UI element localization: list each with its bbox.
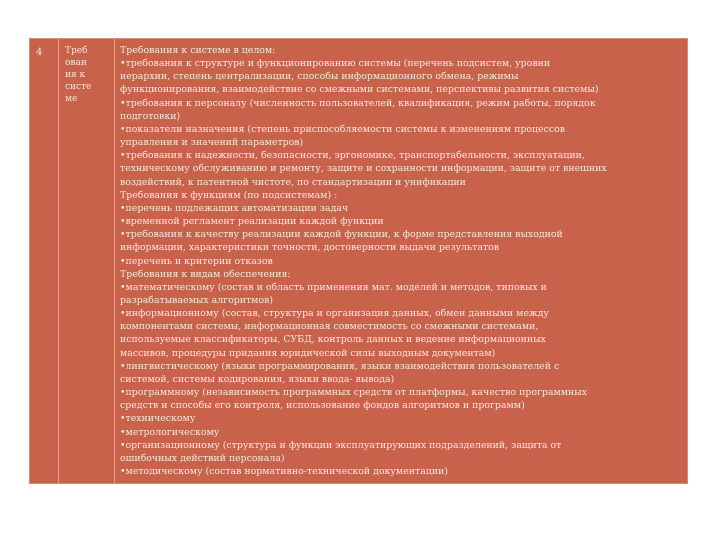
content-line: подготовки): [120, 110, 181, 122]
content-line: •требования к надежности, безопасности, эргономике, транспортабельности, эксплуатации,: [120, 150, 585, 162]
column-divider: [114, 39, 115, 483]
content-line: •перечень и критерии отказов: [120, 255, 273, 267]
requirements-table: [29, 38, 688, 484]
content-line: воздействий, к патентной чистоте, по стандартизации и унификации: [120, 176, 466, 188]
content-line: •требования к структуре и функционированию системы (перечень подсистем, уровни: [120, 58, 551, 70]
content-line: •информационному (состав, структура и организация данных, обмен данными между: [120, 308, 549, 320]
content-line: •показатели назначения (степень приспособляемости системы к изменениям процессов: [120, 123, 566, 135]
content-line: Требования к системе в целом:: [120, 45, 276, 56]
content-line: •лингвистическому (языки программирования, языки взаимодействия пользователей с: [120, 360, 560, 372]
content-line: управления и значений параметров): [120, 137, 304, 149]
stage-name-cell: Треб ован ия к систе ме: [65, 46, 92, 104]
content-line: •техническому: [120, 413, 196, 425]
content-line: ошибочных действий персонала): [120, 452, 285, 464]
content-line: информации, характеристики точности, достоверности выдачи результатов: [120, 242, 500, 254]
content-line: функционирования, взаимодействие со смежными системами, перспективы развития системы): [120, 84, 599, 96]
content-line: •временной регламент реализации каждой функции: [120, 216, 384, 228]
content-line: •метрологическому: [120, 426, 220, 438]
content-line: •требования к персоналу (численность пользователей, квалификация, режим работы, порядок: [120, 97, 596, 109]
content-line: разрабатываемых алгоритмов): [120, 294, 274, 306]
content-line: используемые классификаторы, СУБД, контроль данных и ведение информационных: [120, 334, 546, 346]
content-line: средств и способы его контроля, использование фондов алгоритмов и программ): [120, 400, 525, 412]
content-line: •методическому (состав нормативно-технической документации): [120, 466, 448, 477]
content-line: иерархии, степень централизации, способы информационного обмена, режимы: [120, 71, 519, 83]
column-divider: [58, 39, 59, 483]
content-line: Требования к видам обеспечения:: [120, 268, 291, 280]
content-line: массивов, процедуры придания юридической силы выходным документам): [120, 347, 496, 359]
content-line: •математическому (состав и область применения мат. моделей и методов, типовых и: [120, 281, 547, 293]
content-line: •перечень подлежащих автоматизации задач: [120, 202, 349, 214]
content-line: техническому обслуживанию и ремонту, защите и сохранности информации, защите от внешних: [120, 163, 607, 175]
content-line: системой, системы кодирования, языки ввода- вывода): [120, 373, 395, 385]
row-number-cell: 4: [36, 47, 43, 58]
requirements-content-cell: [120, 44, 682, 478]
content-line: Требования к функциям (по подсистемам) :: [120, 189, 338, 201]
content-line: •организационному (структура и функции эксплуатирующих подразделений, защита от: [120, 439, 562, 451]
content-line: компонентами системы, информационная совместимость со смежными системами,: [120, 321, 539, 333]
content-line: •программному (независимость программных средств от платформы, качество программных: [120, 387, 588, 399]
content-line: •требования к качеству реализации каждой функции, к форме представления выходной: [120, 229, 563, 241]
